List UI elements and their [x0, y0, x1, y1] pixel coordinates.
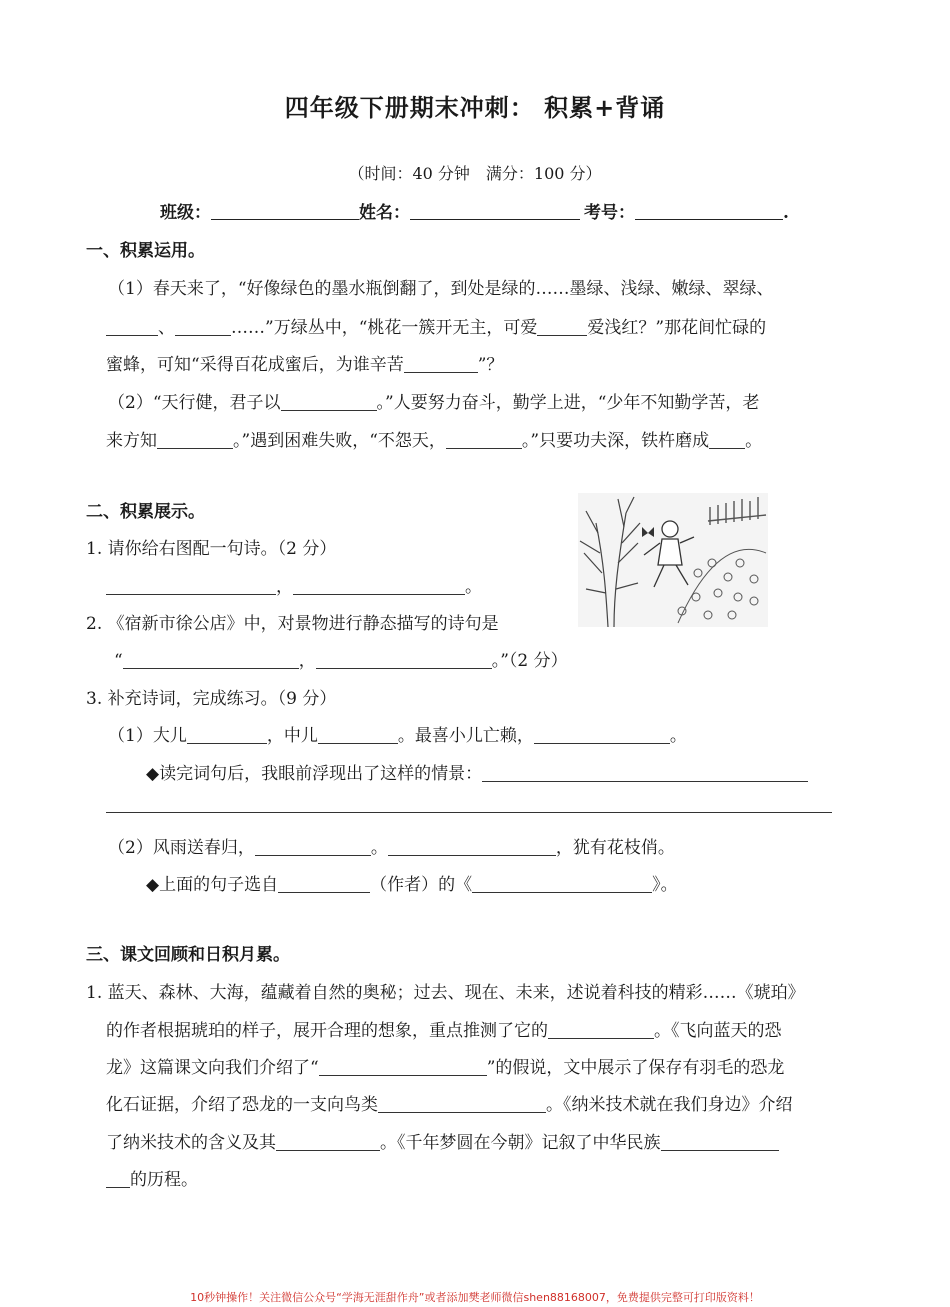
- blank[interactable]: [175, 317, 231, 336]
- s1-q1-line1: （1）春天来了，“好像绿色的墨水瓶倒翻了，到处是绿的……墨绿、浅绿、嫩绿、翠绿、: [108, 279, 774, 299]
- blank[interactable]: [316, 650, 492, 669]
- name-field[interactable]: [410, 201, 580, 220]
- blank[interactable]: [106, 576, 276, 595]
- number-label: 考号：: [584, 203, 635, 223]
- name-label: 姓名：: [359, 203, 410, 223]
- blank[interactable]: [404, 354, 478, 373]
- s3-line2: 的作者根据琥珀的样子，展开合理的想象，重点推测了它的 。《飞向蓝天的恐: [106, 1021, 782, 1041]
- s1-q2-line2: 来方知 。”遇到困难失败，“不怨天， 。”只要功夫深，铁杵磨成 。: [106, 431, 763, 451]
- s2-q3-part1: （1）大儿 ，中儿 。最喜小儿亡赖， 。: [108, 726, 687, 746]
- section-1-heading: 一、积累运用。: [86, 241, 205, 261]
- blank[interactable]: [534, 725, 670, 744]
- class-field[interactable]: [211, 201, 359, 220]
- poem-illustration: [578, 493, 768, 627]
- s3-line1: 1. 蓝天、森林、大海，蕴藏着自然的奥秘；过去、现在、未来，述说着科技的精彩……《琥珀》: [86, 983, 805, 1003]
- s3-line5: 了纳米技术的含义及其 。《千年梦圆在今朝》记叙了中华民族: [106, 1128, 779, 1153]
- s2-q3-part2: （2）风雨送春归， 。 ，犹有花枝俏。: [108, 838, 675, 858]
- s2-q1: 1. 请你给右图配一句诗。（2 分）: [86, 539, 337, 559]
- blank[interactable]: [157, 430, 233, 449]
- blank[interactable]: [293, 576, 465, 595]
- s2-q2-answer: “ ， 。”（2 分）: [114, 651, 568, 671]
- s3-line3: 龙》这篇课文向我们介绍了“ ”的假说，文中展示了保存有羽毛的恐龙: [106, 1058, 785, 1078]
- s2-q1-answer: ， 。: [106, 572, 482, 597]
- blank[interactable]: [106, 317, 158, 336]
- blank[interactable]: [472, 874, 652, 893]
- footer-note: 10秒钟操作！关注微信公众号“学海无涯甜作舟”或者添加樊老师微信shen88168007，免费提供完整可打印版资料！: [190, 1291, 760, 1304]
- s3-line4: 化石证据，介绍了恐龙的一支向鸟类 。《纳米技术就在我们身边》介绍: [106, 1095, 793, 1115]
- blank[interactable]: [319, 1057, 487, 1076]
- section-3-heading: 三、课文回顾和日积月累。: [86, 945, 290, 965]
- blank[interactable]: [388, 837, 556, 856]
- blank[interactable]: [709, 430, 745, 449]
- s2-q3-read: ◆读完词句后，我眼前浮现出了这样的情景：: [146, 759, 808, 784]
- blank[interactable]: [537, 317, 587, 336]
- student-info-row: [160, 198, 789, 223]
- blank[interactable]: [255, 837, 371, 856]
- page-title: 四年级下册期末冲刺： 积累+背诵: [284, 93, 666, 122]
- class-label: 班级：: [160, 203, 211, 223]
- blank[interactable]: [106, 1169, 130, 1188]
- blank[interactable]: [661, 1132, 779, 1151]
- blank[interactable]: [548, 1020, 654, 1039]
- info-end-dot: .: [783, 203, 789, 223]
- s2-q3: 3. 补充诗词，完成练习。（9 分）: [86, 689, 337, 709]
- section-2-heading: 二、积累展示。: [86, 502, 205, 522]
- number-field[interactable]: [635, 201, 783, 220]
- blank[interactable]: [446, 430, 522, 449]
- blank[interactable]: [482, 763, 808, 782]
- blank[interactable]: [378, 1094, 546, 1113]
- s3-line6: 的历程。: [106, 1165, 198, 1190]
- exam-meta: （时间：40 分钟 满分：100 分）: [348, 164, 602, 183]
- blank[interactable]: [281, 392, 377, 411]
- blank[interactable]: [318, 725, 398, 744]
- answer-line[interactable]: [106, 812, 832, 813]
- blank[interactable]: [276, 1132, 380, 1151]
- s2-q3-source: ◆上面的句子选自 （作者）的《 》。: [146, 875, 678, 895]
- s1-q1-line2: 、 ……”万绿丛中，“桃花一簇开无主，可爱 爱浅红？”那花间忙碌的: [106, 313, 766, 338]
- blank[interactable]: [123, 650, 299, 669]
- s2-q2: 2. 《宿新市徐公店》中，对景物进行静态描写的诗句是: [86, 614, 499, 634]
- s1-q2-line1: （2）“天行健，君子以 。”人要努力奋斗，勤学上进，“少年不知勤学苦，老: [108, 393, 760, 413]
- s1-q1-line3: 蜜蜂，可知“采得百花成蜜后，为谁辛苦 ”？: [106, 355, 504, 375]
- blank[interactable]: [278, 874, 370, 893]
- blank[interactable]: [187, 725, 267, 744]
